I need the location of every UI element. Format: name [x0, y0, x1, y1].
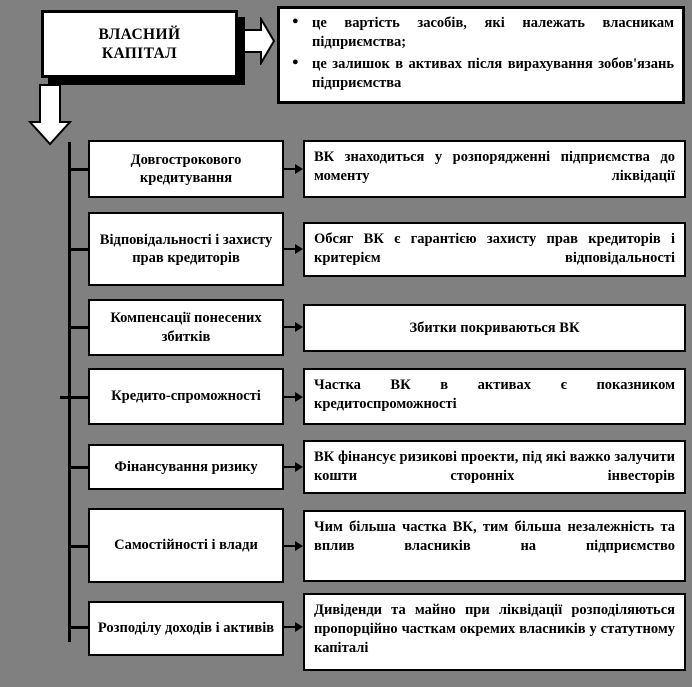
- branch-line-5: [68, 466, 90, 469]
- label-text-3: Компенсації понесених збитків: [110, 310, 262, 345]
- desc-text-7: Дивіденди та майно при ліквідації розподіляються пропорційно часткам окремих власників у статутному капіталі: [314, 602, 675, 656]
- label-box-7: [88, 601, 284, 656]
- label-text-6: Самостійності і влади: [114, 537, 258, 554]
- branch-line-1: [68, 168, 90, 171]
- trunk-line: [68, 142, 71, 642]
- desc-text-1: ВК знаходиться у розпорядженні підприємства до моменту ліквідації: [314, 149, 675, 184]
- desc-text-5: ВК фінансує ризикові проекти, під які важко залучити кошти сторонніх інвесторів: [314, 449, 675, 484]
- definition-bullet-1: ● це вартість засобів, які належать власникам підприємства;: [288, 14, 674, 52]
- label-text-7: Розподілу доходів і активів: [97, 620, 275, 637]
- desc-text-2: Обсяг ВК є гарантією захисту прав кредиторів і критерієм відповідальності: [314, 231, 675, 266]
- branch-line-7: [68, 626, 90, 629]
- desc-box-6: [303, 510, 686, 582]
- title-text: [91, 25, 189, 64]
- link-arrow-1: [295, 164, 303, 174]
- branch-line-4: [68, 396, 90, 399]
- link-arrow-2: [295, 244, 303, 254]
- label-box-6: [88, 508, 284, 583]
- definition-bullet-2: ● це залишок в активах після вирахування зобов'язань підприємства: [288, 55, 674, 93]
- label-box-1: [88, 140, 284, 198]
- definition-list: [288, 14, 674, 92]
- label-text-5: Фінансування ризику: [114, 458, 258, 475]
- title-box: [41, 10, 238, 78]
- title-line-1: ВЛАСНИЙ: [98, 25, 181, 43]
- link-arrow-7: [295, 622, 303, 632]
- desc-text-4: Частка ВК в активах є показником кредитоспроможності: [314, 377, 675, 412]
- desc-box-1: [303, 140, 686, 198]
- label-box-2: [88, 212, 284, 286]
- label-text-1: Довгострокового кредитування: [130, 151, 242, 186]
- label-box-3: [88, 299, 284, 356]
- right-arrow-icon: [243, 17, 275, 65]
- title-line-2: КАПІТАЛ: [101, 45, 178, 62]
- label-text-4: Кредито-спроможності: [111, 388, 261, 405]
- branch-line-2: [68, 248, 90, 251]
- desc-box-3: [303, 304, 686, 352]
- desc-box-4: [303, 368, 686, 425]
- desc-box-2: [303, 222, 686, 277]
- down-arrow-icon: [28, 84, 72, 146]
- label-text-2: Відповідальності і захисту прав кредиторів: [99, 231, 273, 266]
- link-arrow-5: [295, 462, 303, 472]
- desc-text-6: Чим більша частка ВК, тим більша незалежність та вплив власників на підприємство: [314, 519, 675, 554]
- desc-box-5: [303, 440, 686, 494]
- link-arrow-6: [295, 541, 303, 551]
- branch-line-3: [68, 326, 90, 329]
- label-box-4: [88, 368, 284, 425]
- label-box-5: [88, 444, 284, 490]
- link-arrow-4: [295, 392, 303, 402]
- desc-text-3: Збитки покриваються ВК: [409, 319, 580, 336]
- branch-line-6: [68, 545, 90, 548]
- desc-box-7: [303, 593, 686, 671]
- definition-box: [277, 6, 685, 104]
- link-arrow-3: [295, 322, 303, 332]
